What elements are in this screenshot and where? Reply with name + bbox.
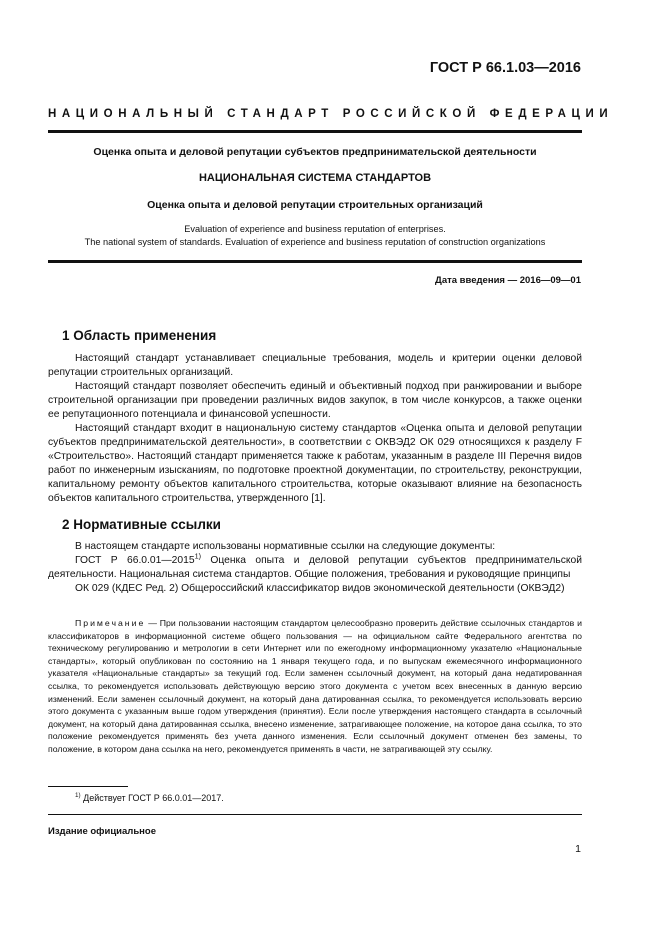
- section-1-paragraph: Настоящий стандарт входит в национальную систему стандартов «Оценка опыта и деловой репутации субъектов предпринимательской деятельности», в соответствии с ОКВЭД2 ОК 029 относящихся к разделу F «Строительство». Настоящий стандарт применяется также к работам, указанным в разделе III Перечня видов работ по инженерным изысканиям, по подготовке проектной документации, по строительству, реконструкции, капитальному ремонту объектов капитального строительства, которые оказывают влияние на безопасность объектов капитального строительства, утвержденного [1].: [48, 423, 582, 504]
- reference-1-text: Оценка опыта и деловой репутации субъектов предпринимательской деятельности. Национальная система стандартов. Общие положения, требования и руководящие принципы: [48, 555, 582, 580]
- title-line-1: Оценка опыта и деловой репутации субъектов предпринимательской деятельности: [93, 146, 537, 158]
- section-1-paragraph: Настоящий стандарт устанавливает специальные требования, модель и критерии оценки деловой репутации строительных организаций.: [48, 353, 582, 378]
- section-2-intro: В настоящем стандарте использованы нормативные ссылки на следующие документы:: [75, 541, 496, 552]
- section-2-body: [48, 540, 582, 596]
- footnote-rule: [48, 786, 128, 787]
- reference-1: [48, 551, 582, 582]
- title-bottom-rule: [48, 260, 582, 263]
- footnote-marker: 1): [75, 792, 81, 799]
- section-1-body: [48, 352, 582, 506]
- note-block: [48, 617, 582, 756]
- note-label: Примечание: [75, 618, 146, 628]
- national-standard-banner: НАЦИОНАЛЬНЫЙ СТАНДАРТ РОССИЙСКОЙ ФЕДЕРАЦИИ: [48, 108, 614, 120]
- official-edition-label: Издание официальное: [48, 826, 156, 837]
- section-2-heading: 2 Нормативные ссылки: [62, 517, 221, 532]
- section-1-heading: 1 Область применения: [62, 328, 217, 343]
- top-rule: [48, 130, 582, 133]
- footnote-ref-marker: 1): [194, 551, 201, 561]
- section-1-paragraph: Настоящий стандарт позволяет обеспечить единый и объективный подход при ранжировании и выборе строительной организации при проведении различных видов закупок, в том числе конкурсов, а также оценки ее репутационного потенциала и финансовой успешности.: [48, 381, 582, 420]
- title-line-3: Оценка опыта и деловой репутации строительных организаций: [147, 199, 483, 211]
- footer-rule: [48, 814, 582, 815]
- title-line-2: НАЦИОНАЛЬНАЯ СИСТЕМА СТАНДАРТОВ: [198, 172, 432, 184]
- reference-1-code: ГОСТ Р 66.0.01—2015: [75, 555, 195, 566]
- footnote: [75, 793, 224, 803]
- page-number: 1: [575, 843, 581, 855]
- reference-2: ОК 029 (КДЕС Ред. 2) Общероссийский классификатор видов экономической деятельности (ОКВЭД2): [75, 583, 565, 594]
- english-title: [48, 223, 582, 249]
- document-number: ГОСТ Р 66.1.03—2016: [429, 60, 581, 76]
- english-title-line-1: Evaluation of experience and business reputation of enterprises.: [184, 224, 446, 234]
- footnote-text: Действует ГОСТ Р 66.0.01—2017.: [80, 793, 224, 803]
- english-title-line-2: The national system of standards. Evaluation of experience and business reputation of construction organizations: [84, 237, 546, 247]
- introduction-date: Дата введения — 2016—09—01: [435, 275, 581, 286]
- note-text: — При пользовании настоящим стандартом целесообразно проверить действие ссылочных стандартов и классификаторов в информационной системе общего пользования — на официальном сайте Федерального агентства по техническому регулированию и метрологии в сети Интернет или по ежегодному информационному указателю «Национальные стандарты», который опубликован по состоянию на 1 января текущего года, и по выпускам ежемесячного информационного указателя «Национальные стандарты» за текущий год. Если заменен ссылочный документ, на который дана недатированная ссылка, то рекомендуется использовать действующую версию этого документа с учетом всех внесенных в данную версию изменений. Если заменен ссылочный документ, на который дана датированная ссылка, то рекомендуется использовать версию этого документа с указанным выше годом утверждения (принятия). Если после утверждения настоящего стандарта в ссылочный документ, на который дана датированная ссылка, внесено изменение, затрагивающее положение, на которое дана ссылка, то это положение рекомендуется применять без учета данного изменения. Если ссылочный документ отменен без замены, то положение, в котором дана ссылка на него, рекомендуется применять в части, не затрагивающей эту ссылку.: [48, 618, 582, 754]
